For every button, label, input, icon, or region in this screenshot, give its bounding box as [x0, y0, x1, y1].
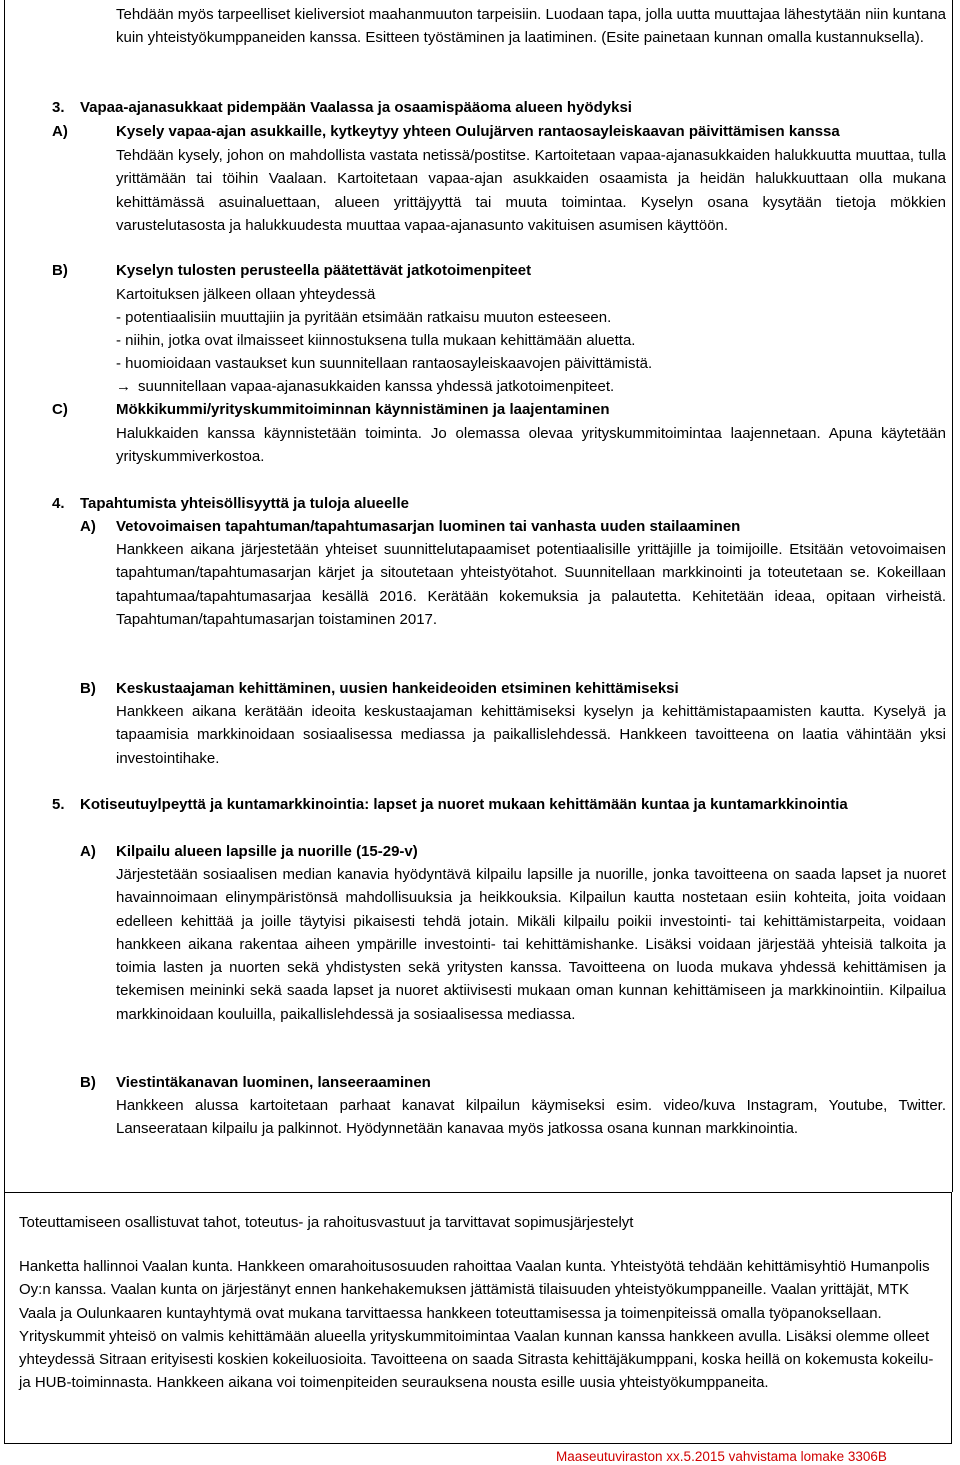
page-border-left: [4, 0, 5, 1192]
section-4-number: 4.: [52, 495, 65, 512]
section-4-a-title: Vetovoimaisen tapahtuman/tapahtumasarjan luominen tai vanhasta uuden stailaaminen: [116, 518, 741, 535]
participants-table: [4, 1192, 952, 1444]
arrow-right-icon: →: [116, 378, 131, 395]
section-3-b-label: B): [52, 262, 68, 279]
section-3-a-label: A): [52, 123, 68, 140]
section-4-b-label: B): [80, 680, 96, 697]
section-3-number: 3.: [52, 99, 65, 116]
section-3-b-line-3: - niihin, jotka ovat ilmaisseet kiinnostuksena tulla mukaan kehittämään aluetta.: [116, 332, 636, 349]
section-5-b-text: Hankkeen alussa kartoitetaan parhaat kanavat kilpailun käymiseksi esim. video/kuva Instagram, Youtube, Twitter. Lanseerataan kilpailu ja palkinnot. Hyödynnetään kanavaa myös jatkossa osana kunnan markkinointia.: [116, 1097, 946, 1138]
section-5-number: 5.: [52, 796, 65, 813]
section-3-a-title: Kysely vapaa-ajan asukkaille, kytkeytyy yhteen Oulujärven rantaosayleiskaavan päivittämisen kanssa: [116, 123, 840, 140]
section-3-b-conclusion-text: suunnitellaan vapaa-ajanasukkaiden kanssa yhdessä jatkotoimenpiteet.: [138, 378, 615, 395]
section-3-b-line-4: - huomioidaan vastaukset kun suunnitellaan rantaosayleiskaavojen päivittämistä.: [116, 355, 653, 372]
section-5-a-text: Järjestetään sosiaalisen median kanavia hyödyntävä kilpailu lapsille ja nuorille, jonka tavoitteena on saada lapset ja nuoret havainnoimaan elinympäristönsä mahdollisuuksia ja heikkouksia. Kilpailun kautta nostetaan esiin kohteita, joita voidaan edelleen kehittää ja joille täytyisi pikaisesti tehdä jotain. Mikäli kilpailu poikii investointi- tai kehittämistarpeita, voidaan hankkeen aikana rakentaa aiheen ympärille investointi- tai kehittämishanke. Lisäksi voidaan järjestää yhteisiä talkoita ja toimia lasten ja nuorten sekä yhdistysten sekä yritysten kanssa. Tavoitteena on luoda mukava yhdessä kehittämisen ja tekemisen meininki sekä saada lapset ja nuoret aktiivisesti mukaan oman kunnan kehittämiseen ja markkinointiin. Kilpailua markkinoidaan kouluilla, paikallislehdessä ja sosiaalisessa mediassa.: [116, 866, 946, 1023]
section-3-c-text: Halukkaiden kanssa käynnistetään toiminta. Jo olemassa olevaa yrityskummitoimintaa laajennetaan. Apuna käytetään yrityskummiverkostoa.: [116, 425, 946, 466]
form-version-stamp: Maaseutuviraston xx.5.2015 vahvistama lomake 3306B: [556, 1449, 887, 1464]
section-3-c-title: Mökkikummi/yrityskummitoiminnan käynnistäminen ja laajentaminen: [116, 401, 610, 418]
section-3-b-title: Kyselyn tulosten perusteella päätettävät jatkotoimenpiteet: [116, 262, 532, 279]
section-5-title: Kotiseutuylpeyttä ja kuntamarkkinointia: lapset ja nuoret mukaan kehittämään kuntaa ja kuntamarkkinointia: [80, 796, 848, 813]
section-4-a-text: Hankkeen aikana järjestetään yhteiset suunnittelutapaamiset potentiaalisille yrittäjille ja toimijoille. Etsitään vetovoimaisen tapahtuman/tapahtumasarjan kärjet ja sitoutetaan yhteistyötahot. Suunnitellaan markkinointi ja toteutetaan se. Kokeillaan tapahtumaa/tapahtumasarjaa kesällä 2016. Kerätään kokemuksia ja palautetta. Kehitetään ideaa, opitaan virheistä. Tapahtuman/tapahtumasarjan toistaminen 2017.: [116, 541, 946, 628]
section-3-a-text: Tehdään kysely, johon on mahdollista vastata netissä/postitse. Kartoitetaan vapaa-ajanasukkaiden halukkuutta muuttaa, tulla yrittämään tai töihin Vaalaan. Kartoitetaan vapaa-ajan asukkaiden osaamista ja heidän halukkuuttaan olla mukana kehittämässä asuinaluettaan, alueen yrittäjyyttä tai muuta toimintaa. Kyselyn osana kysytään tietoja mökkien varustelutasosta ja halukkuudesta muuttaa vapaa-ajanasunto vakituisen asumisen käyttöön.: [116, 147, 946, 234]
section-4-b-title: Keskustaajaman kehittäminen, uusien hankeideoiden etsiminen kehittämiseksi: [116, 680, 679, 697]
page-border-right: [952, 0, 953, 1192]
section-5-b-label: B): [80, 1074, 96, 1091]
participants-heading: Toteuttamiseen osallistuvat tahot, toteutus- ja rahoitusvastuut ja tarvittavat sopimusjärjestelyt: [19, 1214, 634, 1231]
section-3-title: Vapaa-ajanasukkaat pidempään Vaalassa ja osaamispääoma alueen hyödyksi: [80, 99, 632, 116]
intro-paragraph: Tehdään myös tarpeelliset kieliversiot maahanmuuton tarpeisiin. Luodaan tapa, jolla uutta muuttajaa lähestytään niin kuntana kuin yhteistyökumppaneiden kanssa. Esitteen työstäminen ja laatiminen. (Esite painetaan kunnan omalla kustannuksella).: [116, 6, 946, 47]
section-5-b-title: Viestintäkanavan luominen, lanseeraaminen: [116, 1074, 431, 1091]
section-4-b-text: Hankkeen aikana kerätään ideoita keskustaajaman kehittämiseksi kyselyn ja kehittämistapaamisten kautta. Kyselyä ja tapaamisia markkinoidaan sosiaalisessa mediassa ja paikallislehdessä. Hankkeen tavoitteena on laatia vähintään yksi investointihake.: [116, 703, 946, 767]
section-3-b-conclusion: [116, 375, 946, 398]
participants-text: Hanketta hallinnoi Vaalan kunta. Hankkeen omarahoitusosuuden rahoittaa Vaalan kunta. Yhteistyötä tehdään kehittämisyhtiö Humanpolis Oy:n kanssa. Vaalan kunta on järjestänyt ennen hankehakemuksen jättämistä tilaisuuden yhteistyökumppaneille. Vaalan yrittäjät, MTK Vaala ja Oulunkaaren kuntayhtymä ovat mukana tarvittaessa hankkeen toteuttamisessa ja toimenpiteissä omalla työpanoksellaan. Yrityskummit yhteisö on valmis kehittämään alueella yrityskummitoimintaa Vaalan kunnan kanssa hankkeen avulla. Lisäksi olemme olleet yhteydessä Sitraan erityisesti koskien kokeiluosioita. Tavoitteena on saada Sitrasta kehittäjäkumppani, koska heillä on kokemusta kokeilu- ja HUB-toiminnasta. Hankkeen aikana voi toimenpiteiden seurauksena nousta esille uusia yhteistyökumppaneita.: [19, 1258, 934, 1392]
section-5-a-title: Kilpailu alueen lapsille ja nuorille (15-29-v): [116, 843, 418, 860]
section-4-title: Tapahtumista yhteisöllisyyttä ja tuloja alueelle: [80, 495, 409, 512]
section-3-c-label: C): [52, 401, 68, 418]
section-3-b-line-2: - potentiaalisiin muuttajiin ja pyritään etsimään ratkaisu muuton esteeseen.: [116, 309, 612, 326]
section-4-a-label: A): [80, 518, 96, 535]
section-5-a-label: A): [80, 843, 96, 860]
section-3-b-line-1: Kartoituksen jälkeen ollaan yhteydessä: [116, 286, 376, 303]
